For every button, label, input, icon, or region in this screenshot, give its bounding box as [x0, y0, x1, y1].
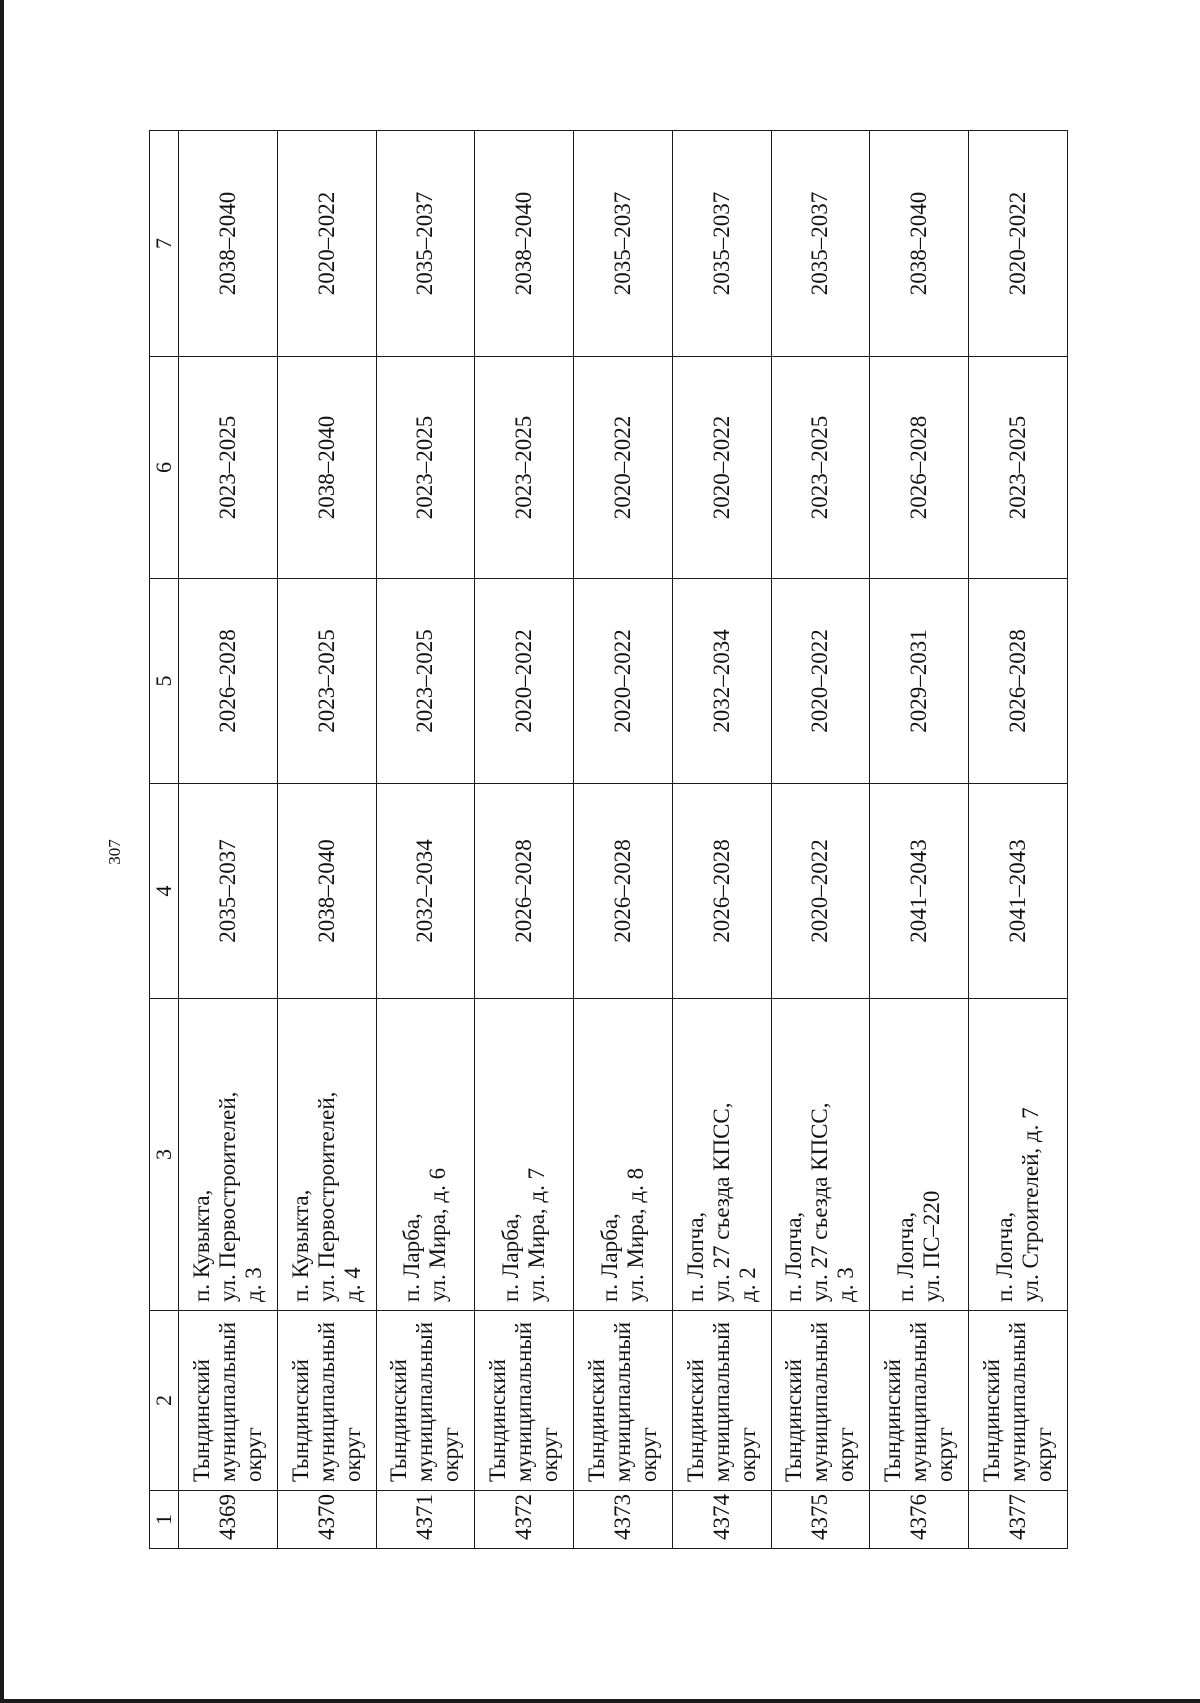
period-value: 2023–2025: [511, 415, 537, 520]
period-cell-5: [672, 579, 771, 784]
row-number-cell: [376, 1491, 475, 1549]
address-cell: [870, 999, 969, 1311]
period-cell-5: [475, 579, 574, 784]
district-line: Тындинский: [287, 1359, 313, 1482]
period-cell-5: [771, 579, 870, 784]
district-line: Тындинский: [979, 1359, 1005, 1482]
address-cell: [771, 999, 870, 1311]
district-line: округ: [932, 1427, 958, 1482]
column-header: 1: [150, 1491, 179, 1549]
table-row: [179, 131, 278, 1549]
district-cell: [277, 1311, 376, 1491]
period-value: 2026–2028: [906, 415, 932, 520]
district-line: муниципальный: [313, 1321, 339, 1482]
period-value: 2023–2025: [807, 415, 833, 520]
column-header: 2: [150, 1311, 179, 1491]
period-cell-7: [870, 131, 969, 357]
period-cell-4: [179, 784, 278, 999]
period-cell-7: [771, 131, 870, 357]
district-cell: [771, 1311, 870, 1491]
period-value: 2020–2022: [609, 415, 635, 520]
address-cell: [277, 999, 376, 1311]
address-line: д. 3: [240, 1267, 266, 1302]
district-line: округ: [339, 1427, 365, 1482]
address-line: п. Лопча,: [781, 1211, 807, 1302]
address-line: п. Кувыкта,: [287, 1189, 313, 1302]
row-number: 4372: [511, 1494, 537, 1540]
district-line: Тындинский: [188, 1359, 214, 1482]
registry-table: [149, 130, 1068, 1549]
address-line: п. Ларба,: [399, 1213, 425, 1302]
district-line: муниципальный: [1005, 1321, 1031, 1482]
period-value: 2029–2031: [906, 629, 932, 733]
district-line: Тындинский: [386, 1359, 412, 1482]
period-cell-7: [672, 131, 771, 357]
district-line: муниципальный: [412, 1321, 438, 1482]
address-cell: [376, 999, 475, 1311]
address-line: п. Лопча,: [992, 1211, 1018, 1302]
period-cell-5: [277, 579, 376, 784]
address-line: ул. Мира, д. 6: [425, 1167, 451, 1302]
address-line: д. 4: [339, 1267, 365, 1302]
page-number: 307: [105, 839, 124, 865]
period-value: 2035–2037: [214, 839, 240, 943]
row-number: 4369: [214, 1494, 240, 1540]
period-cell-7: [574, 131, 673, 357]
address-cell: [969, 999, 1068, 1311]
period-value: 2023–2025: [1005, 415, 1031, 520]
address-line: п. Кувыкта,: [188, 1189, 214, 1302]
period-value: 2026–2028: [214, 629, 240, 733]
period-value: 2020–2022: [1005, 191, 1031, 296]
address-cell: [574, 999, 673, 1311]
table-row: [277, 131, 376, 1549]
row-number-cell: [672, 1491, 771, 1549]
period-value: 2038–2040: [313, 415, 339, 520]
address-line: п. Лопча,: [682, 1211, 708, 1302]
period-cell-4: [771, 784, 870, 999]
period-cell-6: [672, 357, 771, 579]
column-header: 4: [150, 784, 179, 999]
period-value: 2041–2043: [906, 839, 932, 943]
period-cell-6: [376, 357, 475, 579]
district-line: округ: [438, 1427, 464, 1482]
row-number: 4371: [412, 1494, 438, 1540]
column-header: 6: [150, 357, 179, 579]
period-value: 2035–2037: [609, 191, 635, 296]
period-value: 2038–2040: [214, 191, 240, 296]
period-value: 2020–2022: [511, 629, 537, 733]
address-line: п. Лопча,: [893, 1211, 919, 1302]
district-line: Тындинский: [880, 1359, 906, 1482]
period-value: 2035–2037: [708, 191, 734, 296]
district-line: округ: [833, 1427, 859, 1482]
table-row: [672, 131, 771, 1549]
period-value: 2032–2034: [708, 629, 734, 733]
district-cell: [574, 1311, 673, 1491]
period-value: 2041–2043: [1005, 839, 1031, 943]
period-cell-7: [969, 131, 1068, 357]
period-cell-4: [376, 784, 475, 999]
period-value: 2032–2034: [412, 839, 438, 943]
period-cell-7: [376, 131, 475, 357]
table-body: [179, 131, 1068, 1549]
district-cell: [475, 1311, 574, 1491]
period-value: 2035–2037: [412, 191, 438, 296]
address-line: ул. Строителей, д. 7: [1018, 1107, 1044, 1302]
period-value: 2020–2022: [313, 191, 339, 296]
period-value: 2026–2028: [511, 839, 537, 943]
district-line: округ: [1031, 1427, 1057, 1482]
period-cell-4: [969, 784, 1068, 999]
row-number-cell: [969, 1491, 1068, 1549]
period-cell-6: [771, 357, 870, 579]
address-line: ул. 27 съезда КПСС,: [807, 1102, 833, 1302]
table-row: [475, 131, 574, 1549]
period-value: 2038–2040: [511, 191, 537, 296]
header-row: [150, 131, 179, 1549]
address-cell: [475, 999, 574, 1311]
district-cell: [870, 1311, 969, 1491]
period-cell-6: [870, 357, 969, 579]
period-cell-6: [574, 357, 673, 579]
table-row: [771, 131, 870, 1549]
column-header: 7: [150, 131, 179, 357]
period-cell-5: [376, 579, 475, 784]
column-header: 3: [150, 999, 179, 1311]
period-cell-6: [475, 357, 574, 579]
district-cell: [179, 1311, 278, 1491]
district-line: Тындинский: [485, 1359, 511, 1482]
district-line: муниципальный: [609, 1321, 635, 1482]
address-cell: [672, 999, 771, 1311]
row-number: 4375: [807, 1494, 833, 1540]
district-line: муниципальный: [511, 1321, 537, 1482]
table-row: [870, 131, 969, 1549]
period-cell-6: [969, 357, 1068, 579]
district-line: муниципальный: [906, 1321, 932, 1482]
address-cell: [179, 999, 278, 1311]
period-cell-4: [574, 784, 673, 999]
district-cell: [376, 1311, 475, 1491]
row-number: 4374: [708, 1494, 734, 1540]
period-cell-7: [277, 131, 376, 357]
period-value: 2020–2022: [807, 629, 833, 733]
row-number-cell: [475, 1491, 574, 1549]
period-value: 2026–2028: [609, 839, 635, 943]
period-cell-5: [969, 579, 1068, 784]
table-container: [149, 131, 1068, 1549]
row-number: 4373: [609, 1494, 635, 1540]
address-line: п. Ларба,: [498, 1213, 524, 1302]
row-number: 4377: [1005, 1494, 1031, 1540]
address-line: ул. ПС–220: [919, 1190, 945, 1302]
row-number-cell: [771, 1491, 870, 1549]
table-row: [574, 131, 673, 1549]
period-value: 2023–2025: [412, 629, 438, 733]
address-line: п. Ларба,: [596, 1213, 622, 1302]
period-cell-5: [574, 579, 673, 784]
period-cell-6: [179, 357, 278, 579]
row-number: 4376: [906, 1494, 932, 1540]
scan-border-bottom: [0, 1699, 1200, 1703]
district-line: округ: [635, 1427, 661, 1482]
row-number-cell: [574, 1491, 673, 1549]
address-line: ул. Мира, д. 7: [524, 1167, 550, 1302]
district-line: Тындинский: [781, 1359, 807, 1482]
address-line: д. 3: [833, 1267, 859, 1302]
period-cell-7: [179, 131, 278, 357]
scan-border-left: [0, 0, 4, 1703]
period-value: 2023–2025: [214, 415, 240, 520]
district-line: Тындинский: [682, 1359, 708, 1482]
row-number: 4370: [313, 1494, 339, 1540]
address-line: ул. Первостроителей,: [313, 1091, 339, 1302]
district-line: Тындинский: [583, 1359, 609, 1482]
row-number-cell: [179, 1491, 278, 1549]
period-cell-4: [870, 784, 969, 999]
address-line: ул. Первостроителей,: [214, 1091, 240, 1302]
period-value: 2026–2028: [708, 839, 734, 943]
district-line: округ: [537, 1427, 563, 1482]
period-cell-7: [475, 131, 574, 357]
table-row: [376, 131, 475, 1549]
district-line: муниципальный: [807, 1321, 833, 1482]
period-cell-4: [475, 784, 574, 999]
period-value: 2035–2037: [807, 191, 833, 296]
district-line: муниципальный: [214, 1321, 240, 1482]
row-number-cell: [870, 1491, 969, 1549]
period-value: 2038–2040: [313, 839, 339, 943]
district-cell: [969, 1311, 1068, 1491]
period-value: 2023–2025: [412, 415, 438, 520]
period-cell-5: [179, 579, 278, 784]
period-cell-4: [672, 784, 771, 999]
period-value: 2038–2040: [906, 191, 932, 296]
table-row: [969, 131, 1068, 1549]
address-line: д. 2: [734, 1267, 760, 1302]
district-line: округ: [734, 1427, 760, 1482]
address-line: ул. 27 съезда КПСС,: [708, 1102, 734, 1302]
period-value: 2026–2028: [1005, 629, 1031, 733]
period-cell-5: [870, 579, 969, 784]
period-cell-4: [277, 784, 376, 999]
period-value: 2020–2022: [708, 415, 734, 520]
period-value: 2020–2022: [609, 629, 635, 733]
column-header: 5: [150, 579, 179, 784]
district-line: муниципальный: [708, 1321, 734, 1482]
period-value: 2023–2025: [313, 629, 339, 733]
district-cell: [672, 1311, 771, 1491]
row-number-cell: [277, 1491, 376, 1549]
period-cell-6: [277, 357, 376, 579]
district-line: округ: [240, 1427, 266, 1482]
period-value: 2020–2022: [807, 839, 833, 943]
address-line: ул. Мира, д. 8: [622, 1167, 648, 1302]
